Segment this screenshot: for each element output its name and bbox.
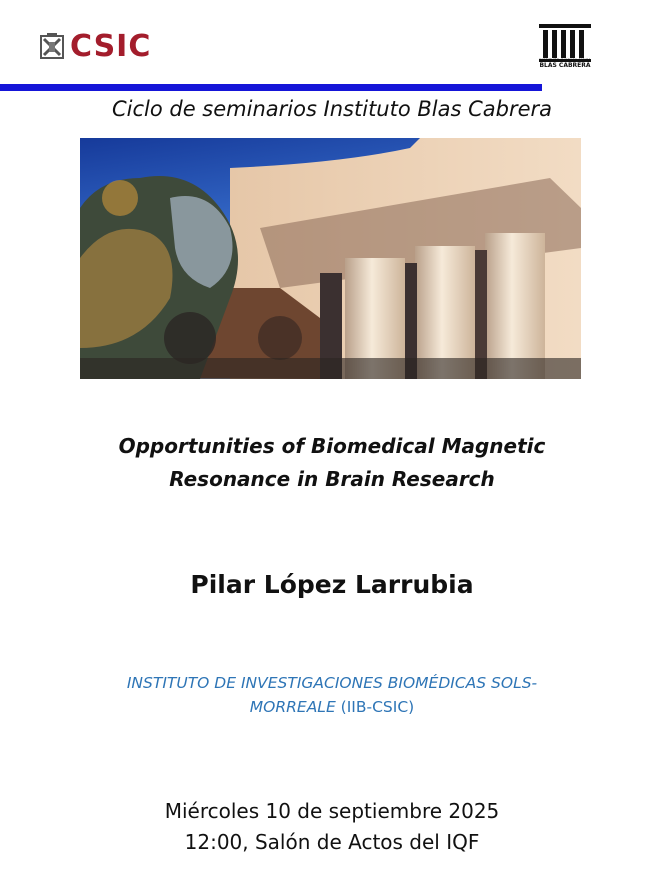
speaker-name: Pilar López Larrubia (190, 570, 474, 599)
seminar-time-place: 12:00, Salón de Actos del IQF (184, 830, 480, 854)
iqf-logo-small: INSTITUTO QUÍMICA FÍSICA (538, 58, 592, 62)
csic-emblem-icon (40, 33, 64, 61)
seminar-series: Ciclo de seminarios Instituto Blas Cabrera (111, 97, 553, 121)
institute-line1: INSTITUTO DE INVESTIGACIONES BIOMÉDICAS SOLS- (126, 674, 538, 692)
institute-abbrev: (IIB-CSIC) (335, 698, 415, 716)
talk-title-line1: Opportunities of Biomedical Magnetic (118, 434, 546, 458)
talk-title (60, 430, 604, 496)
csic-logo (40, 31, 151, 63)
building-painting-image (80, 138, 581, 379)
iqf-logo-name: BLAS CABRERA (539, 62, 591, 69)
csic-wordmark: CSIC (70, 29, 152, 64)
seminar-date: Miércoles 10 de septiembre 2025 (164, 799, 500, 823)
institute-line2: MORREALE (249, 698, 336, 716)
iqf-logo-text (531, 58, 599, 69)
talk-title-line2: Resonance in Brain Research (169, 467, 495, 491)
header-rule (0, 84, 542, 91)
speaker-institute (100, 671, 564, 719)
